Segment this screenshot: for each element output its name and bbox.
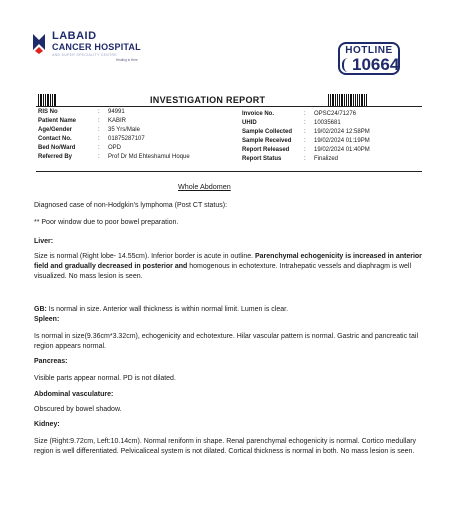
hotline-badge	[338, 42, 400, 75]
info-colon: :	[98, 136, 100, 142]
patient-info-right	[242, 110, 370, 164]
info-label: Invoice No.	[242, 111, 275, 117]
info-label: Patient Name	[38, 118, 77, 124]
hotline-number: 10664	[352, 55, 400, 74]
barcode-bar	[364, 94, 365, 106]
vasculature-text: Obscured by bowel shadow.	[34, 406, 122, 413]
barcode-left	[38, 94, 56, 106]
gb-label: GB:	[34, 306, 47, 313]
info-value: OPD	[108, 145, 122, 151]
info-row-uhid	[242, 119, 370, 128]
info-colon: :	[304, 138, 306, 144]
info-colon: :	[98, 109, 100, 115]
info-row-age-gender	[38, 126, 190, 135]
barcode-bar	[344, 94, 345, 106]
logo-text-hospital: CANCER HOSPITAL	[52, 42, 141, 52]
kidney-heading: Kidney:	[34, 421, 60, 428]
info-label: Referred By	[38, 154, 73, 160]
logo-text-brand: LABAID	[52, 30, 97, 42]
barcode-bar	[355, 94, 356, 106]
barcode-bar	[45, 94, 46, 106]
info-value: OPSC24/71276	[314, 111, 357, 117]
barcode-right	[328, 94, 367, 106]
info-label: Contact No.	[38, 136, 72, 142]
liver-text	[34, 252, 424, 282]
barcode-bar	[50, 94, 51, 106]
liver-heading: Liver:	[34, 238, 54, 245]
barcode-bar	[40, 94, 42, 106]
info-value: 94991	[108, 109, 125, 115]
diagnosis-text: Diagnosed case of non-Hodgkin's lymphoma (Post CT status):	[34, 202, 228, 209]
info-value: 10035681	[314, 120, 341, 126]
info-value: Finalized	[314, 156, 339, 162]
barcode-bar	[47, 94, 49, 106]
info-label: Age/Gender	[38, 127, 73, 133]
info-colon: :	[98, 145, 100, 151]
barcode-bar	[54, 94, 56, 106]
info-row-report-status	[242, 155, 370, 164]
info-value: Prof Dr Md Ehteshamul Hoque	[108, 154, 190, 160]
vasculature-heading: Abdominal vasculature:	[34, 391, 114, 398]
patient-info-left	[38, 108, 190, 162]
info-colon: :	[304, 156, 306, 162]
pancreas-text: Visible parts appear normal. PD is not dilated.	[34, 375, 176, 382]
info-value: 19/02/2024 01:19PM	[314, 138, 370, 144]
info-value: 35 Yrs/Male	[108, 127, 140, 133]
barcode-bar	[353, 94, 354, 106]
study-title: Whole Abdomen	[178, 182, 231, 191]
liver-text-b: Parenchymal echogenicity is increased in anterior field and gradually decreased in posterior and	[34, 253, 422, 270]
spleen-text: Is normal in size(9.36cm*3.32cm), echogenicity and echotexture. Hilar vascular pattern is normal. Gastric and pancreatic tail region appears normal.	[34, 333, 419, 350]
info-colon: :	[98, 127, 100, 133]
barcode-bar	[348, 94, 349, 106]
logo-text-subtitle: AND SUPER SPECIALITY CENTRE	[52, 53, 118, 57]
barcode-bar	[330, 94, 331, 106]
gb-text	[34, 305, 424, 315]
info-colon: :	[98, 154, 100, 160]
liver-text-c: homogenous in echotexture. Intrahepatic vessels and diaphragm is well visualized. No mass lesion is seen.	[34, 263, 412, 280]
note-text: ** Poor window due to poor bowel preparation.	[34, 219, 179, 226]
info-row-report-released	[242, 146, 370, 155]
info-label: Sample Received	[242, 138, 292, 144]
info-value: 01875287107	[108, 136, 145, 142]
barcode-bar	[350, 94, 352, 106]
info-bottom-rule	[36, 171, 422, 172]
barcode-bar	[366, 94, 367, 106]
info-row-referred-by	[38, 153, 190, 162]
pancreas-heading: Pancreas:	[34, 358, 68, 365]
hospital-logo-icon	[30, 32, 48, 54]
barcode-bar	[332, 94, 334, 106]
barcode-bar	[361, 94, 363, 106]
barcode-bar	[337, 94, 338, 106]
hotline-label: HOTLINE	[345, 45, 393, 56]
info-row-ris	[38, 108, 190, 117]
info-row-sample-received	[242, 137, 370, 146]
info-value: 19/02/2024 12:58PM	[314, 129, 370, 135]
barcode-bar	[346, 94, 347, 106]
info-value: KABIR	[108, 118, 127, 124]
liver-text-a: Size is normal (Right lobe- 14.55cm). Inferior border is acute in outline.	[34, 253, 255, 260]
barcode-bar	[52, 94, 53, 106]
spleen-heading: Spleen:	[34, 316, 60, 323]
info-colon: :	[98, 118, 100, 124]
phone-icon	[342, 58, 352, 72]
barcode-bar	[359, 94, 360, 106]
barcode-bar	[335, 94, 336, 106]
barcode-bar	[328, 94, 329, 106]
barcode-bar	[341, 94, 343, 106]
barcode-bar	[38, 94, 39, 106]
info-label: Report Status	[242, 156, 282, 162]
info-label: Bed No/Ward	[38, 145, 76, 151]
barcode-bar	[339, 94, 340, 106]
kidney-text: Size (Right:9.72cm, Left:10.14cm). Normal reniform in shape. Renal parenchymal echogenicity is normal. Cortico medullary region is well differentiated. Pelvicaliceal system is not dilated. Cortical thickness is normal in both. No mass lesion is seen.	[34, 438, 417, 455]
info-colon: :	[304, 129, 306, 135]
info-row-contact	[38, 135, 190, 144]
info-row-invoice	[242, 110, 370, 119]
gb-value: Is normal in size. Anterior wall thickness is within normal limit. Lumen is clear.	[46, 306, 289, 313]
hospital-logo	[30, 30, 150, 70]
info-row-bed-ward	[38, 144, 190, 153]
info-label: Sample Collected	[242, 129, 293, 135]
header-rule	[36, 106, 422, 107]
info-label: Report Released	[242, 147, 290, 153]
info-colon: :	[304, 111, 306, 117]
info-label: RIS No	[38, 109, 58, 115]
logo-text-tagline: Healing is Here	[116, 58, 138, 62]
info-label: UHID	[242, 120, 257, 126]
info-row-sample-collected	[242, 128, 370, 137]
barcode-bar	[357, 94, 358, 106]
report-title: INVESTIGATION REPORT	[150, 95, 266, 105]
barcode-bar	[43, 94, 44, 106]
info-colon: :	[304, 120, 306, 126]
info-value: 19/02/2024 01:40PM	[314, 147, 370, 153]
info-colon: :	[304, 147, 306, 153]
info-row-patient-name	[38, 117, 190, 126]
